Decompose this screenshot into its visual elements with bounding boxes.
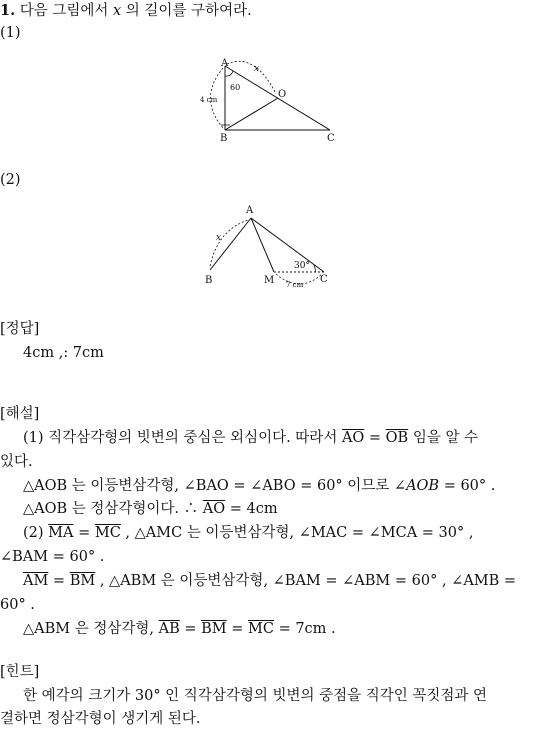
part1-label: (1) — [0, 25, 21, 41]
text: , △ABM 은 이등변삼각형, ∠BAM = ∠ABM = 60° , ∠AMB = — [95, 573, 517, 589]
problem-number: 1. — [0, 2, 16, 19]
text: = — [179, 621, 202, 637]
text: , △AMC 는 이등변삼각형, ∠MAC = ∠MCA = 30° , — [120, 525, 474, 541]
hint-line-1: 한 예각의 크기가 30° 인 직각삼각형의 빗변의 중점을 직각인 꼭짓점과 연 — [23, 688, 487, 704]
label-C: C — [320, 274, 328, 285]
segment-AO: $\overline{AO}$ — [341, 430, 365, 446]
figure-2 — [196, 200, 346, 295]
hint-line-2: 결하면 정삼각형이 생기게 된다. — [0, 711, 201, 727]
segment-AC — [251, 218, 324, 272]
text: △AOB 는 이등변삼각형, ∠BAO = ∠ABO = 60° 이므로 ∠ — [23, 478, 407, 494]
label-M: M — [264, 275, 275, 286]
segment-MC: $\overline{MC}$ — [94, 525, 121, 541]
label-C: C — [327, 133, 335, 144]
solution-line-1 — [23, 429, 478, 447]
label-angle: 30° — [294, 261, 310, 271]
label-B: B — [220, 133, 228, 144]
text: △ABM 은 정삼각형, — [23, 621, 159, 637]
text: = — [48, 573, 70, 589]
solution-line-6: ∠BAM = 60° . — [0, 549, 105, 565]
segment-OB: $\overline{OB}$ — [385, 430, 409, 446]
label-B: B — [205, 275, 213, 286]
text: = — [73, 525, 95, 541]
segment-MA: $\overline{MA}$ — [48, 525, 74, 541]
text: = 7cm . — [273, 621, 336, 637]
label-side: 7 cm — [286, 281, 304, 289]
segment-AB — [210, 218, 251, 270]
solution-heading: [해설] — [0, 406, 40, 422]
segment-BM: $\overline{BM}$ — [201, 621, 227, 637]
problem-variable: x — [113, 3, 122, 19]
problem-statement — [0, 2, 252, 20]
text: 임을 알 수 — [408, 430, 479, 446]
segment-AO: $\overline{AO}$ — [202, 501, 226, 517]
segment-MC: $\overline{MC}$ — [248, 621, 274, 637]
angle-name: AOB — [406, 478, 440, 494]
text: △AOB 는 정삼각형이다. ∴ — [23, 501, 203, 517]
label-angle: 60 — [230, 83, 241, 92]
label-A: A — [221, 58, 229, 69]
figure-1 — [190, 56, 350, 146]
arc-x — [210, 220, 248, 266]
solution-line-8: 60° . — [0, 597, 35, 613]
solution-line-4 — [23, 500, 278, 518]
label-side: 4 cm — [200, 96, 218, 104]
solution-line-9 — [23, 620, 336, 638]
answer-heading: [정답] — [0, 321, 40, 337]
label-A: A — [246, 205, 254, 216]
solution-line-5 — [23, 524, 473, 542]
text: = — [226, 621, 249, 637]
label-x: x — [254, 64, 260, 74]
segment-AM: $\overline{AM}$ — [23, 573, 49, 589]
segment-AB: $\overline{AB}$ — [158, 621, 180, 637]
text: = — [364, 430, 386, 446]
hint-heading: [힌트] — [0, 664, 40, 680]
label-x: x — [216, 233, 222, 243]
problem-text-pre: 다음 그림에서 — [15, 3, 114, 19]
solution-line-2: 있다. — [0, 454, 33, 470]
label-O: O — [278, 89, 287, 100]
part2-label: (2) — [0, 172, 21, 188]
solution-line-7 — [23, 572, 516, 590]
answer-text: 4cm ,: 7cm — [23, 345, 104, 361]
text: = 60° . — [439, 478, 496, 494]
solution-line-3 — [23, 477, 495, 495]
segment-BM: $\overline{BM}$ — [69, 573, 96, 589]
problem-text-post: 의 길이를 구하여라. — [121, 3, 252, 19]
segment-BO — [225, 98, 278, 130]
text: (1) 직각삼각형의 빗변의 중심은 외심이다. 따라서 — [23, 430, 342, 446]
angle-mark — [225, 71, 233, 76]
text: (2) — [23, 525, 49, 541]
text: = 4cm — [225, 501, 278, 517]
